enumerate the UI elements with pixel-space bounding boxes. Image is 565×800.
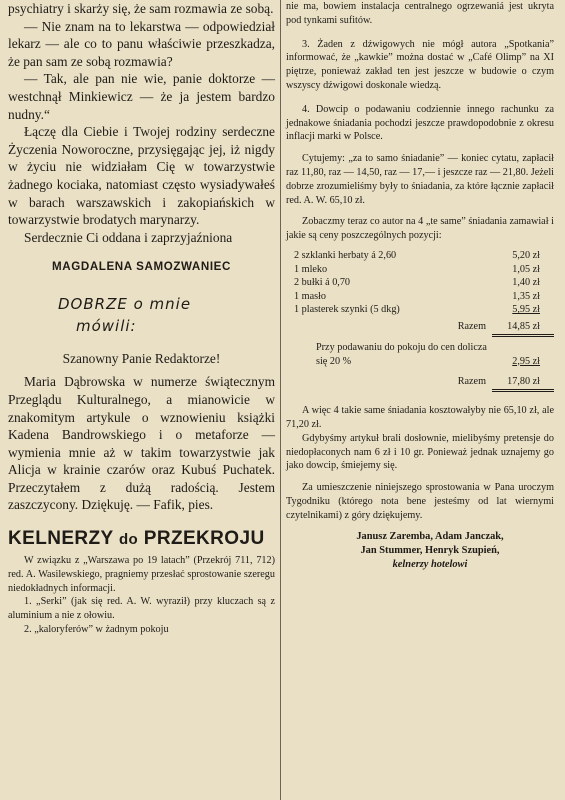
article-paragraph: Za umieszczenie niniejszego sprostowania w Pana uroczym Tygodniku (którego nota bene jesteśmy od lat wiernymi czytelnikami) z góry dziękujemy. [286,482,554,521]
price-row: 1 masło 1,35 zł [294,290,540,302]
price-list [286,249,554,392]
section-heading [8,528,275,550]
heading-word: do [118,531,139,549]
heading-word: PRZEKROJU [143,528,265,550]
letter-paragraph: Maria Dąbrowska w numerze świątecznym Przeglądu Kulturalnego, a mianowicie w znakomitym artykule o wznowieniu książki Kadena Bandrowskiego i o metaforze — wymienia mnie aż w takim towarzystwie jak Alicja w krainie czarów oraz Kubuś Puchatek. Przeczytałem z dużą radością. Jestem zaszczycony. Dziękuję. — Fafik, pies. [8,374,275,513]
right-column [286,0,554,572]
column-divider [280,0,281,800]
article-paragraph: A więc 4 takie same śniadania kosztowałyby nie 65,10 zł, ale 71,20 zł. [286,405,554,430]
handwritten-section-title [8,293,275,343]
article-paragraph: 4. Dowcip o podawaniu codziennie innego rachunku za jednakowe śniadania pochodzi jeszcze prawdopodobnie z okresu inflacji marki w Polsce. [286,103,554,143]
article-signature: Janusz Zaremba, Adam Janczak, Jan Stummer, Henryk Szupień, kelnerzy hotelowi [356,531,504,571]
price-total: Razem 17,80 zł [286,374,554,392]
heading-word: KELNERZY [8,528,114,550]
article-paragraph: 2. „kaloryferów” w żadnym pokoju [24,624,169,636]
price-total: Razem 14,85 zł [286,319,554,337]
handwritten-line: mówili: [76,317,137,336]
salutation: Szanowny Panie Redaktorze! [62,351,221,367]
price-row: 2 szklanki herbaty á 2,60 5,20 zł [294,249,540,261]
article-paragraph: nie ma, bowiem instalacja centralnego ogrzewaniá jest ukryta pod tynkami sufitów. [286,1,554,26]
price-row: 1 plasterek szynki (5 dkg) 5,95 zł [294,304,540,316]
letter-closing: Serdecznie Ci oddana i zaprzyjaźniona [24,229,233,245]
letter-paragraph: psychiatry i skarży się, że sam rozmawia ze sobą. [8,1,274,16]
letter-paragraph: — Tak, ale pan nie wie, panie doktorze — westchnął Minkiewicz — że ja jestem bardzo nudny.“ [8,71,275,122]
article-paragraph: Gdybyśmy artykuł brali dosłownie, mielibyśmy pretensje do niedopłaconych nam 6 zł i 10 gr. Ponieważ jednak uznajemy go jako dowcip, śmiejemy się. [286,432,554,472]
left-column [8,0,275,637]
price-row: 1 mleko 1,05 zł [294,263,540,275]
article-paragraph: Cytujemy: „za to samo śniadanie” — koniec cytatu, zapłacił raz 11,80, raz — 14,50, raz — 17,— i jeszcze raz — 21,80. Jeżeli dobrze zrozumieliśmy były to śniadania, za które łącznie zapłacił red. A. W. 65,10 zł. [286,153,554,206]
handwritten-line: DOBRZE o mnie [58,295,192,314]
article-paragraph: 3. Żaden z dźwigowych nie mógł autora „Spotkania” informować, że „kawkie” można dostać w „Café Olimp” na XI piętrze, ponieważ zakład ten jest jeszcze w budowie o czym wszyscy dźwigowi doskonale wiedzą. [286,38,554,91]
letter-paragraph: Łączę dla Ciebie i Twojej rodziny serdeczne Życzenia Noworoczne, przysięgając jej, iż nigdy w życiu nie widziałam Cię w towarzystwie żadnego kociaka, natomiast często wysiadywałeś w barach warszawskich i zakopiańskich w towarzystwie brodatych marynarzy. [8,124,275,228]
price-row: 2 bułki á 0,70 1,40 zł [294,277,540,289]
article-paragraph: 1. „Serki” (jak się red. A. W. wyraził) przy kluczach są z aluminium a nie z ołowiu. [8,596,275,622]
letter-paragraph: — Nie znam na to lekarstwa — odpowiedział lekarz — ale co to panu właściwie przeszkadza, że pan sam ze sobą rozmawia? [8,18,275,69]
letter-signature: MAGDALENA SAMOZWANIEC [52,260,231,274]
article-paragraph: W związku z „Warszawa po 19 latach” (Przekrój 711, 712) red. A. Wasilewskiego, pragniemy przesłać sprostowanie szeregu niedokładnych informacji. [8,555,275,594]
article-paragraph: Zobaczmy teraz co autor na 4 „te same” śniadania zamawiał i jakie są ceny poszczególnych pozycji: [286,216,554,242]
room-service-surcharge: Przy podawaniu do pokoju do cen dolicza się 20 % 2,95 zł [316,341,540,367]
